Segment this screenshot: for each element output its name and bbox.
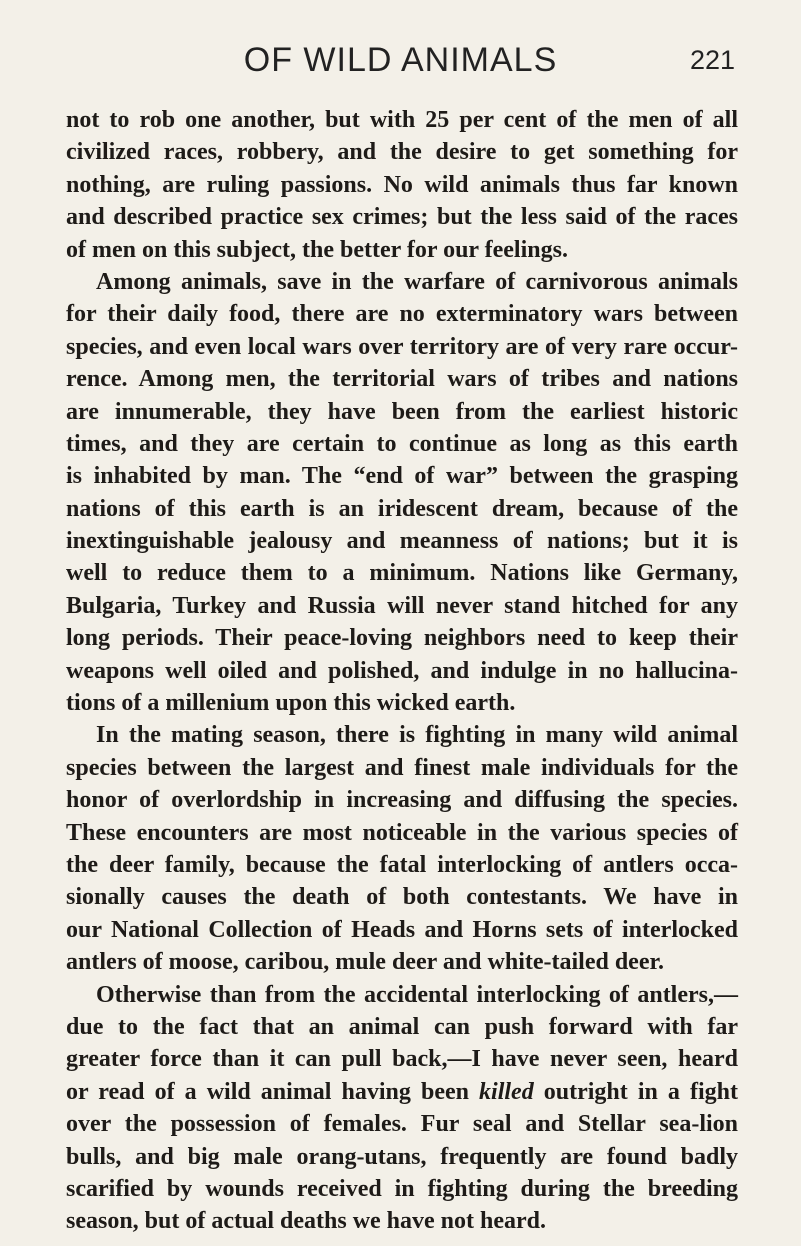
text-line: not to rob one another, but with 25 per cent of the men of all — [66, 107, 738, 133]
text-line-with-emphasis — [66, 1076, 738, 1108]
text-line: are innumerable, they have been from the earliest historic — [66, 398, 738, 425]
paragraph-1 — [66, 104, 738, 266]
paragraph-2 — [66, 266, 738, 719]
text-line: honor of overlordship in increasing and diffusing the species. — [66, 787, 738, 814]
text-line: species between the largest and finest male individuals for the — [66, 754, 738, 781]
body-text — [66, 104, 738, 1238]
text-line: tions of a millenium upon this wicked earth. — [66, 690, 516, 717]
text-line: nothing, are ruling passions. No wild animals thus far known — [66, 171, 738, 198]
text-line: season, but of actual deaths we have not heard. — [66, 1208, 547, 1235]
text-line: over the possession of females. Fur seal and Stellar sea-lion — [66, 1111, 738, 1138]
text-line: of men on this subject, the better for our feelings. — [66, 236, 568, 263]
text-line: is inhabited by man. The “end of war” between the grasping — [66, 463, 738, 490]
text-fragment: or read of a wild animal having been — [66, 1078, 480, 1105]
text-line: rence. Among men, the territorial wars of tribes and nations — [66, 366, 738, 393]
paragraph-3 — [66, 719, 738, 978]
text-line: Among animals, save in the warfare of carnivorous animals — [96, 268, 738, 295]
text-line: greater force than it can pull back,—I have never seen, heard — [66, 1046, 738, 1073]
text-line: inextinguishable jealousy and meanness of nations; but it is — [66, 528, 738, 555]
text-line: times, and they are certain to continue as long as this earth — [66, 430, 738, 457]
paragraph-4 — [66, 979, 738, 1238]
text-line: well to reduce them to a minimum. Nations like Germany, — [66, 560, 738, 587]
text-line: scarified by wounds received in fighting during the breeding — [66, 1175, 738, 1202]
text-line: sionally causes the death of both contestants. We have in — [66, 884, 738, 911]
text-line: civilized races, robbery, and the desire to get something for — [66, 139, 738, 166]
text-line: antlers of moose, caribou, mule deer and white-tailed deer. — [66, 949, 664, 976]
page-number: 221 — [689, 45, 735, 75]
text-line: These encounters are most noticeable in the various species of — [66, 819, 738, 846]
emphasized-word: killed — [479, 1078, 534, 1105]
text-fragment: outright in a fight — [533, 1078, 738, 1105]
text-line: species, and even local wars over territory are of very rare occur- — [66, 333, 738, 360]
text-line: Otherwise than from the accidental interlocking of antlers,— — [96, 981, 738, 1008]
text-line: our National Collection of Heads and Horns sets of interlocked — [66, 916, 738, 943]
text-line: long periods. Their peace-loving neighbors need to keep their — [66, 625, 738, 652]
text-line: and described practice sex crimes; but the less said of the races — [66, 204, 738, 231]
text-line: bulls, and big male orang-utans, frequently are found badly — [66, 1143, 738, 1170]
text-line: due to the fact that an animal can push forward with far — [66, 1013, 738, 1040]
running-title: OF WILD ANIMALS — [243, 41, 558, 79]
text-line: In the mating season, there is fighting in many wild animal — [96, 722, 738, 749]
text-line: the deer family, because the fatal interlocking of antlers occa- — [66, 851, 738, 878]
text-line: weapons well oiled and polished, and indulge in no hallucina- — [66, 657, 738, 684]
text-line: nations of this earth is an iridescent dream, because of the — [66, 495, 738, 522]
text-line: for their daily food, there are no exterminatory wars between — [66, 301, 738, 328]
text-line: Bulgaria, Turkey and Russia will never stand hitched for any — [66, 592, 738, 619]
running-head — [0, 38, 801, 82]
